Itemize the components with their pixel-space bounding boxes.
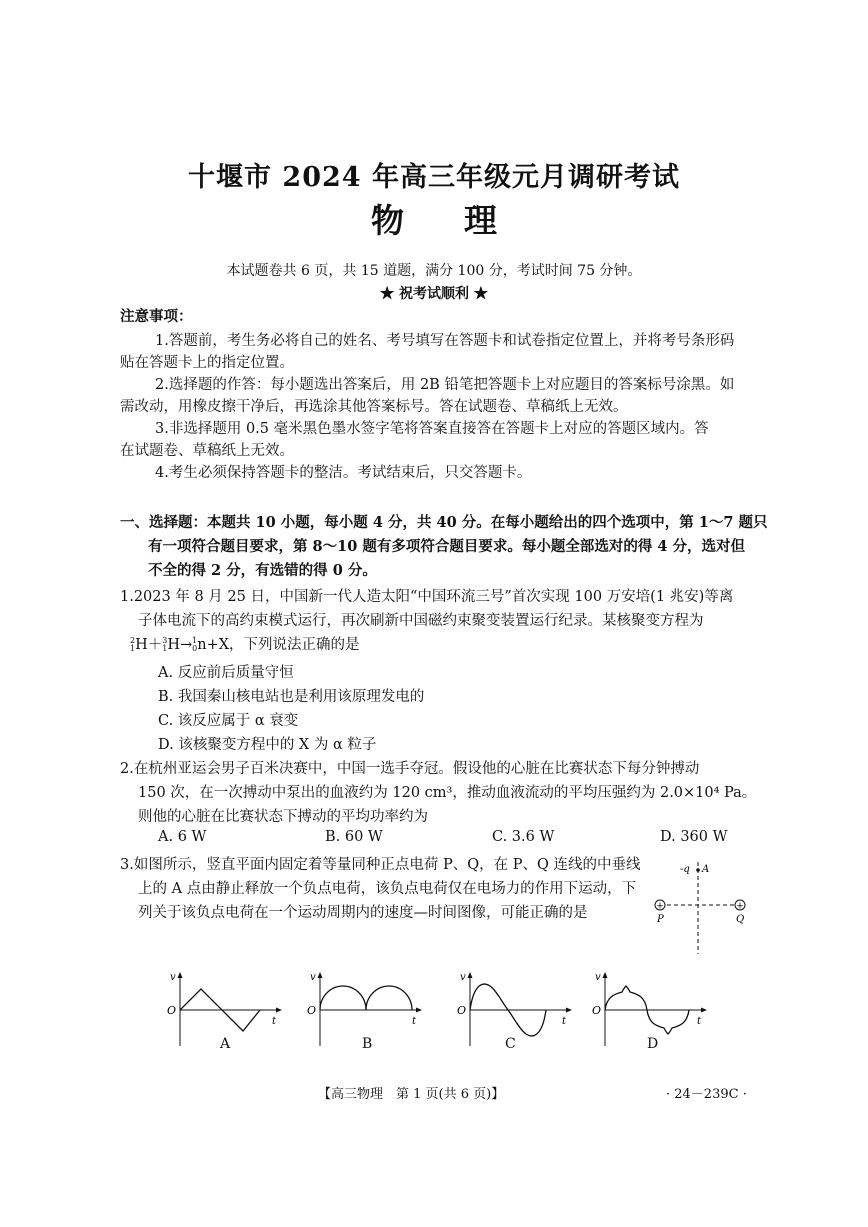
- notice-line: 4.考生必须保持答题卡的整洁。考试结束后，只交答题卡。: [155, 465, 532, 481]
- t-label: t: [412, 1016, 417, 1027]
- notice-line: 贴在答题卡上的指定位置。: [120, 355, 294, 371]
- notice-line: 需改动，用橡皮擦干净后，再选涂其他答案标号。答在试题卷、草稿纸上无效。: [120, 399, 628, 415]
- page-footer: 【高三物理 第 1 页(共 6 页)】: [318, 1087, 505, 1102]
- origin-label: O: [592, 1004, 602, 1017]
- origin-label: O: [457, 1004, 467, 1017]
- q2-option-a[interactable]: A. 6 W: [158, 829, 207, 845]
- subject-char-2: 理: [464, 201, 497, 240]
- q2-text: 2.在杭州亚运会男子百米决赛中，中国一选手夺冠。假设他的心脏在比赛状态下每分钟搏动: [120, 761, 700, 777]
- origin-label: O: [167, 1004, 177, 1017]
- svg-text:+: +: [656, 901, 664, 912]
- subject-char-1: 物: [371, 201, 404, 240]
- charge-label: -q: [680, 864, 690, 875]
- graph-label-a: A: [220, 1036, 231, 1052]
- point-a-label: A: [702, 864, 710, 875]
- notice-heading: 注意事项：: [120, 308, 193, 325]
- q1-equation-suffix: n+X，下列说法正确的是: [197, 637, 360, 653]
- good-luck-line: ★ 祝考试顺利 ★: [380, 286, 488, 302]
- q1-text: 子体电流下的高约束模式运行，再次刷新中国磁约束聚变装置运行纪录。某核聚变方程为: [138, 613, 704, 629]
- q2-text: 则他的心脏在比赛状态下搏动的平均功率约为: [138, 809, 428, 825]
- paper-code: · 24－239C ·: [666, 1087, 747, 1102]
- t-label: t: [272, 1016, 277, 1027]
- subject-title: [0, 195, 868, 242]
- v-label: v: [460, 972, 466, 983]
- notice-line: 2.选择题的作答：每小题选出答案后，用 2B 铅笔把答题卡上对应题目的答案标号涂黑。如: [155, 377, 735, 393]
- q2-option-c[interactable]: C. 3.6 W: [492, 829, 555, 845]
- v-label: v: [310, 972, 316, 983]
- q3-text: 3.如图所示，竖直平面内固定着等量同种正点电荷 P、Q，在 P、Q 连线的中垂线: [120, 857, 641, 873]
- exam-meta: 本试题卷共 6 页，共 15 道题，满分 100 分，考试时间 75 分钟。: [226, 263, 642, 279]
- charge-diagram: [648, 858, 758, 958]
- notice-line: 1.答题前，考生务必将自己的姓名、考号填写在答题卡和试卷指定位置上，并将考号条形码: [155, 333, 735, 349]
- graph-label-d: D: [647, 1036, 659, 1052]
- q2-option-b[interactable]: B. 60 W: [325, 829, 383, 845]
- t-label: t: [562, 1016, 567, 1027]
- section-heading: 一、选择题：本题共 10 小题，每小题 4 分，共 40 分。在每小题给出的四个选项中，第 1～7 题只: [120, 514, 768, 531]
- graph-label-c: C: [505, 1036, 516, 1052]
- origin-label: O: [307, 1004, 317, 1017]
- vt-curve: [320, 986, 412, 1010]
- point-a-dot: [696, 868, 700, 872]
- v-label: v: [170, 972, 176, 983]
- q1-equation: 2 1H＋3 1H→1 0n+X，下列说法正确的是: [130, 636, 360, 653]
- q3-text: 上的 A 点由静止释放一个负点电荷，该负点电荷仅在电场力的作用下运动，下: [138, 881, 637, 897]
- svg-text:+: +: [736, 901, 744, 912]
- q2-text: 150 次，在一次搏动中泵出的血液约为 120 cm³，推动血液流动的平均压强约为 2.0×10⁴ Pa。: [138, 785, 757, 801]
- notice-line: 3.非选择题用 0.5 毫米黑色墨水签字笔将答案直接答在答题卡上对应的答题区域内。答: [155, 421, 709, 437]
- q1-option-d[interactable]: D. 该核聚变方程中的 X 为 α 粒子: [158, 737, 377, 753]
- section-heading: 有一项符合题目要求，第 8～10 题有多项符合题目要求。每小题全部选对的得 4 分，选对但: [148, 538, 746, 555]
- q1-text: 1.2023 年 8 月 25 日，中国新一代人造太阳“中国环流三号”首次实现 100 万安培(1 兆安)等离: [120, 589, 734, 605]
- q1-option-b[interactable]: B. 我国秦山核电站也是利用该原理发电的: [158, 689, 425, 705]
- q1-option-c[interactable]: C. 该反应属于 α 衰变: [158, 713, 299, 729]
- v-label: v: [595, 972, 601, 983]
- section-heading: 不全的得 2 分，有选错的得 0 分。: [148, 562, 377, 579]
- q3-text: 列关于该负点电荷在一个运动周期内的速度—时间图像，可能正确的是: [138, 905, 588, 921]
- t-label: t: [697, 1016, 702, 1027]
- point-q-label: Q: [736, 914, 745, 925]
- notice-line: 在试题卷、草稿纸上无效。: [120, 443, 294, 459]
- exam-title: 十堰市 2024 年高三年级元月调研考试: [188, 162, 680, 193]
- q1-option-a[interactable]: A. 反应前后质量守恒: [158, 665, 294, 681]
- q2-option-d[interactable]: D. 360 W: [660, 829, 728, 845]
- graph-label-b: B: [362, 1036, 373, 1052]
- point-p-label: P: [657, 914, 664, 925]
